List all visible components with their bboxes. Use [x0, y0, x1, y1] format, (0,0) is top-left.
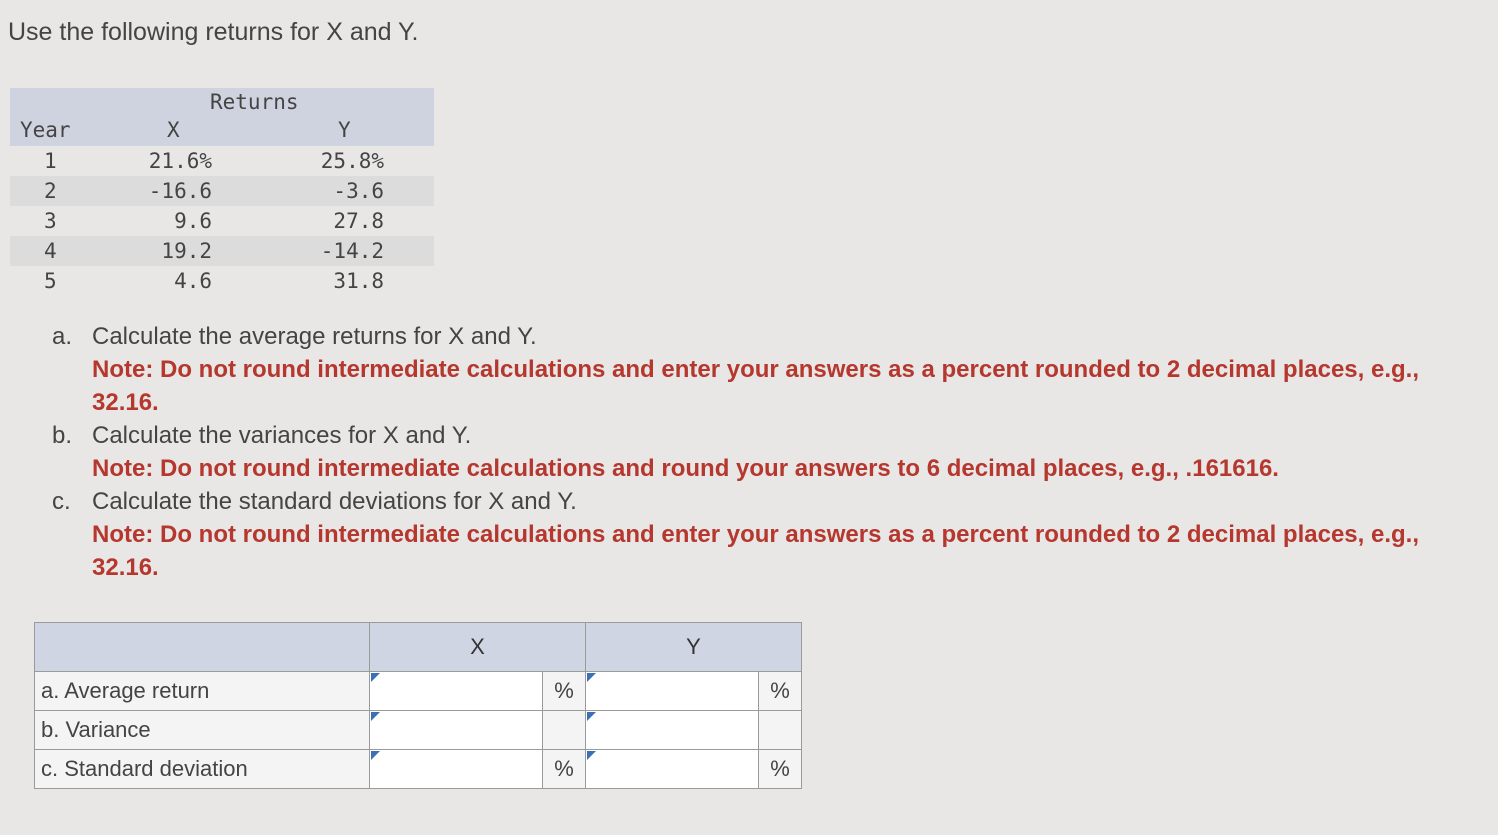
question-c — [52, 485, 1472, 584]
answer-row-variance — [35, 711, 802, 750]
unit-cell — [759, 711, 802, 750]
x-return-cell: 19.2 — [161, 239, 212, 263]
question-note: Note: Do not round intermediate calculations and enter your answers as a percent rounded to 2 decimal places, e.g., 32.16. — [92, 356, 1419, 416]
table-row — [10, 266, 434, 296]
row-label: c. Standard deviation — [35, 750, 370, 789]
y-return-cell: 25.8% — [320, 149, 384, 173]
y-return-cell: 27.8 — [333, 209, 384, 233]
table-row — [10, 176, 434, 206]
std-dev-x-input[interactable] — [370, 750, 542, 788]
row-label: b. Variance — [35, 711, 370, 750]
input-flag-icon — [371, 673, 380, 682]
variance-y-cell — [586, 711, 759, 750]
input-flag-icon — [587, 673, 596, 682]
question-letter: c. — [52, 488, 71, 515]
x-return-cell: 4.6 — [174, 269, 212, 293]
percent-unit: % — [543, 672, 586, 711]
intro-text: Use the following returns for X and Y. — [8, 18, 419, 46]
x-answer-header: X — [370, 623, 586, 672]
returns-table-header — [10, 88, 434, 146]
year-cell: 3 — [44, 209, 57, 233]
std-dev-y-input[interactable] — [586, 750, 758, 788]
y-return-cell: -3.6 — [333, 179, 384, 203]
percent-unit: % — [543, 750, 586, 789]
year-cell: 2 — [44, 179, 57, 203]
question-text: Calculate the standard deviations for X and Y. — [92, 488, 577, 515]
unit-cell — [543, 711, 586, 750]
question-note: Note: Do not round intermediate calculations and enter your answers as a percent rounded to 2 decimal places, e.g., 32.16. — [92, 521, 1419, 581]
y-return-cell: 31.8 — [333, 269, 384, 293]
input-flag-icon — [371, 751, 380, 760]
average-return-x-input[interactable] — [370, 672, 542, 710]
std-dev-x-cell — [370, 750, 543, 789]
percent-unit: % — [759, 750, 802, 789]
x-return-cell: 9.6 — [174, 209, 212, 233]
average-return-y-input[interactable] — [586, 672, 758, 710]
variance-x-cell — [370, 711, 543, 750]
y-return-cell: -14.2 — [320, 239, 384, 263]
input-flag-icon — [587, 751, 596, 760]
x-return-cell: 21.6% — [148, 149, 212, 173]
y-answer-header: Y — [586, 623, 802, 672]
answer-row-std-dev — [35, 750, 802, 789]
question-b — [52, 419, 1472, 485]
x-column-header: X — [167, 118, 180, 142]
variance-y-input[interactable] — [586, 711, 758, 749]
returns-group-header: Returns — [210, 90, 299, 114]
answer-table-header — [35, 623, 802, 672]
x-return-cell: -16.6 — [148, 179, 212, 203]
input-flag-icon — [371, 712, 380, 721]
question-note: Note: Do not round intermediate calculations and round your answers to 6 decimal places, e.g., .161616. — [92, 455, 1279, 482]
table-row — [10, 206, 434, 236]
returns-table — [10, 88, 434, 296]
y-column-header: Y — [338, 118, 351, 142]
std-dev-y-cell — [586, 750, 759, 789]
table-row — [10, 236, 434, 266]
question-text: Calculate the variances for X and Y. — [92, 422, 472, 449]
year-cell: 1 — [44, 149, 57, 173]
average-return-y-cell — [586, 672, 759, 711]
variance-x-input[interactable] — [370, 711, 542, 749]
question-letter: b. — [52, 422, 73, 449]
blank-header-cell — [35, 623, 370, 672]
input-flag-icon — [587, 712, 596, 721]
year-cell: 5 — [44, 269, 57, 293]
question-a — [52, 320, 1472, 419]
question-letter: a. — [52, 323, 73, 350]
answer-table — [34, 622, 802, 789]
year-cell: 4 — [44, 239, 57, 263]
percent-unit: % — [759, 672, 802, 711]
row-label: a. Average return — [35, 672, 370, 711]
table-row — [10, 146, 434, 176]
year-column-header: Year — [20, 118, 71, 142]
average-return-x-cell — [370, 672, 543, 711]
question-text: Calculate the average returns for X and Y. — [92, 323, 537, 350]
answer-row-average — [35, 672, 802, 711]
question-list — [52, 320, 1472, 584]
